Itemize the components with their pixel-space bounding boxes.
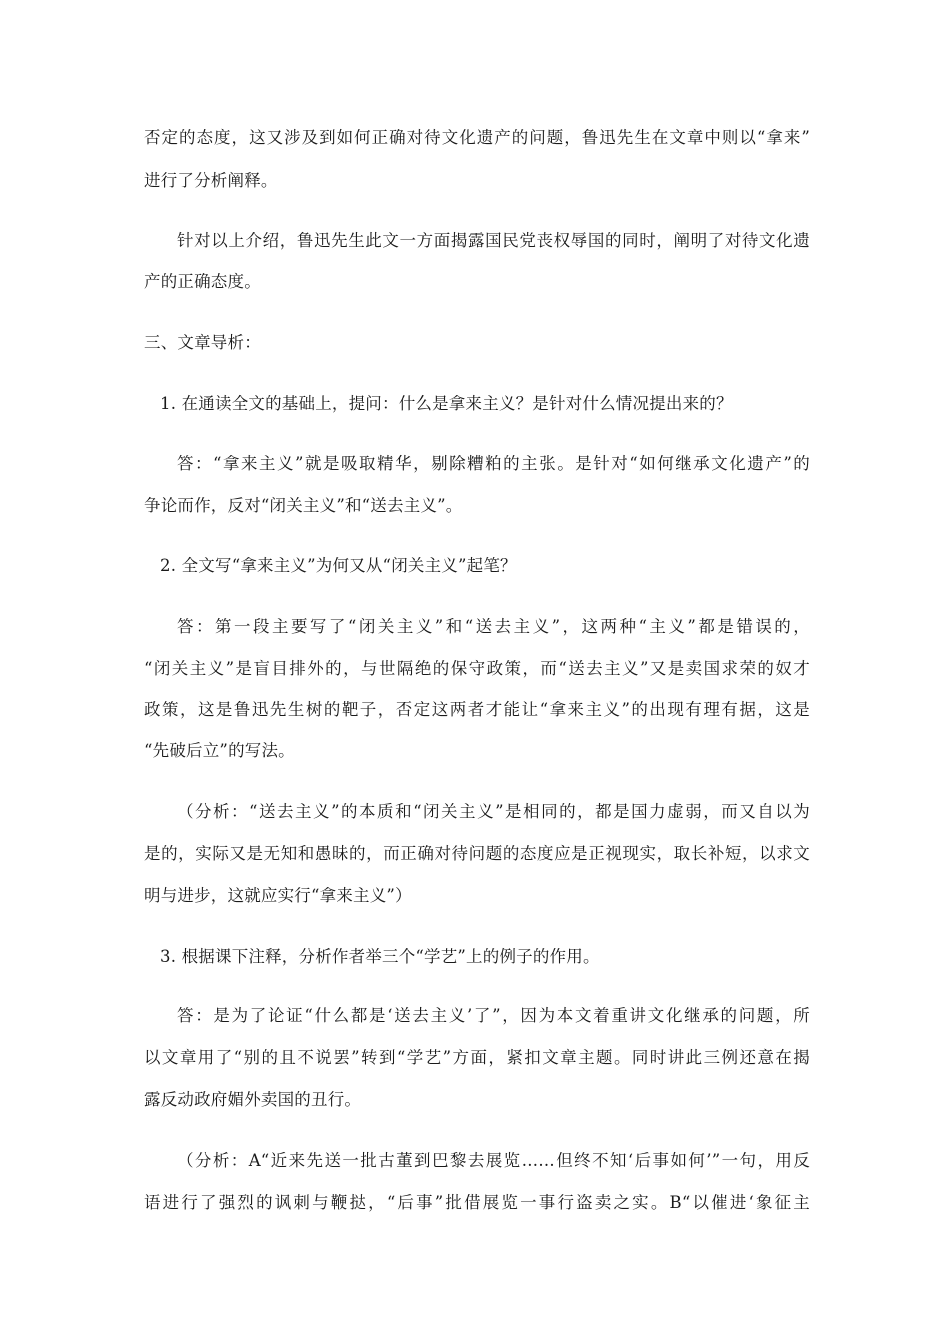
answer-2-line-2: 政策，这是鲁迅先生树的靶子，否定这两者才能让“拿来主义”的出现有理有据，这是 <box>144 700 810 719</box>
section-heading: 三、文章导析： <box>144 333 261 352</box>
paragraph-1-line-0: 针对以上介绍，鲁迅先生此文一方面揭露国民党丧权辱国的同时，阐明了对待文化遗 <box>177 231 810 250</box>
question-1: 1. 在通读全文的基础上，提问：什么是拿来主义？是针对什么情况提出来的？ <box>160 394 733 413</box>
answer-1-line-1: 争论而作，反对“闭关主义”和“送去主义”。 <box>144 496 463 515</box>
question-2: 2. 全文写“拿来主义”为何又从“闭关主义”起笔？ <box>160 556 517 575</box>
paragraph-0-line-1: 进行了分析阐释。 <box>144 171 278 190</box>
question-3: 3. 根据课下注释，分析作者举三个“学艺”上的例子的作用。 <box>160 947 600 966</box>
analysis-2-line-2: 明与进步，这就应实行“拿来主义”） <box>144 886 412 905</box>
answer-3-line-2: 露反动政府媚外卖国的丑行。 <box>144 1090 362 1109</box>
answer-2-line-1: “闭关主义”是盲目排外的，与世隔绝的保守政策，而“送去主义”又是卖国求荣的奴才 <box>144 659 810 678</box>
answer-3-line-1: 以文章用了“别的且不说罢”转到“学艺”方面，紧扣文章主题。同时讲此三例还意在揭 <box>144 1048 810 1067</box>
analysis-2-line-1: 是的，实际又是无知和愚昧的，而正确对待问题的态度应是正视现实，取长补短，以求文 <box>144 844 810 863</box>
answer-1-line-0: 答：“拿来主义”就是吸取精华，剔除糟粕的主张。是针对“如何继承文化遗产”的 <box>177 454 810 473</box>
paragraph-0-line-0: 否定的态度，这又涉及到如何正确对待文化遗产的问题，鲁迅先生在文章中则以“拿来” <box>144 128 810 147</box>
analysis-2-line-0: （分析：“送去主义”的本质和“闭关主义”是相同的，都是国力虚弱，而又自以为 <box>177 802 810 821</box>
analysis-3-line-1: 语进行了强烈的讽刺与鞭挞，“后事”批借展览一事行盗卖之实。B“以催进‘象征主 <box>144 1193 810 1212</box>
paragraph-1-line-1: 产的正确态度。 <box>144 272 261 291</box>
answer-3-line-0: 答：是为了论证“什么都是‘送去主义’了”，因为本文着重讲文化继承的问题，所 <box>177 1006 810 1025</box>
answer-2-line-0: 答：第一段主要写了“闭关主义”和“送去主义”，这两种“主义”都是错误的， <box>177 617 810 636</box>
analysis-3-line-0: （分析：A“近来先送一批古董到巴黎去展览……但终不知‘后事如何’”一句，用反 <box>177 1151 810 1170</box>
answer-2-line-3: “先破后立”的写法。 <box>144 741 295 760</box>
